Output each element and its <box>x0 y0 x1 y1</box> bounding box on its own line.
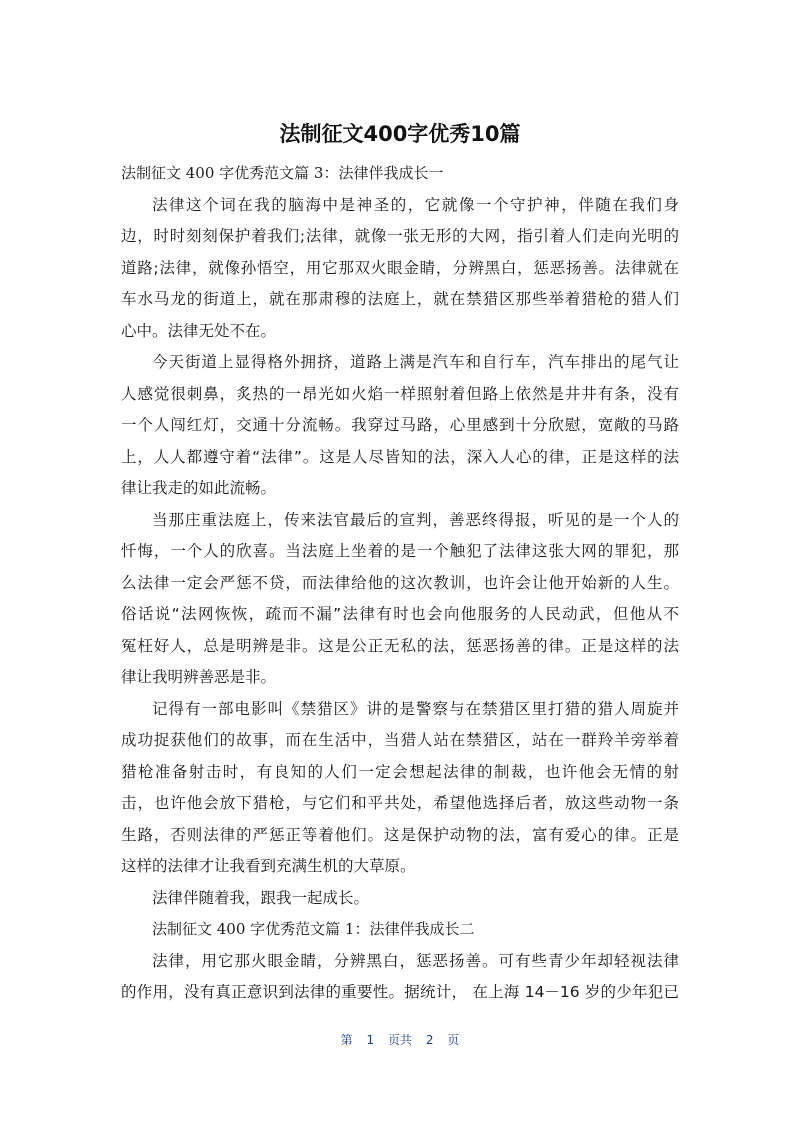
page-footer <box>0 1031 800 1048</box>
paragraph-line: 一个人闯红灯，交通十分流畅。我穿过马路，心里感到十分欣慰，宽敞的马路 <box>121 416 679 434</box>
paragraph-line: 律让我走的如此流畅。 <box>121 479 277 497</box>
paragraph-line: 成功捉获他们的故事，而在生活中，当猎人站在禁猎区，站在一群羚羊旁举着 <box>121 731 679 749</box>
paragraph-line: 上，人人都遵守着“法律”。这是人尽皆知的法，深入人心的律，正是这样的法 <box>121 447 679 466</box>
paragraph-line: 这样的法律才让我看到充满生机的大草原。 <box>121 857 416 875</box>
paragraph-line: 记得有一部电影叫《禁猎区》讲的是警察与在禁猎区里打猎的猎人周旋并 <box>152 699 679 718</box>
paragraph-line: 今天街道上显得格外拥挤，道路上满是汽车和自行车，汽车排出的尾气让 <box>152 353 679 371</box>
paragraph-line: 击，也许他会放下猎枪，与它们和平共处，希望他选择后者，放这些动物一条 <box>121 794 679 812</box>
section-heading: 法制征文 400 字优秀范文篇 1：法律伴我成长二 <box>152 920 475 938</box>
paragraph-line: 么法律一定会严惩不贷，而法律给他的这次教训，也许会让他开始新的人生。 <box>121 573 679 592</box>
document-body <box>121 158 679 1009</box>
paragraph-line: 的作用，没有真正意识到法律的重要性。据统计， 在上海 14－16 岁的少年犯已 <box>121 983 679 1001</box>
paragraph-line: 猎枪准备射击时，有良知的人们一定会想起法律的制裁，也许他会无情的射 <box>121 762 679 781</box>
paragraph-line: 法律，用它那火眼金睛，分辨黑白，惩恶扬善。可有些青少年却轻视法律 <box>152 951 679 970</box>
paragraph-line: 心中。法律无处不在。 <box>121 321 277 340</box>
paragraph-line: 忏悔，一个人的欣喜。当法庭上坐着的是一个触犯了法律这张大网的罪犯，那 <box>121 542 679 560</box>
paragraph-line: 律让我明辨善恶是非。 <box>121 668 277 686</box>
paragraph-line: 道路;法律，就像孙悟空，用它那双火眼金睛，分辨黑白，惩恶扬善。法律就在 <box>121 258 679 277</box>
paragraph-line: 车水马龙的街道上，就在那肃穆的法庭上，就在禁猎区那些举着猎枪的猎人们 <box>121 290 679 308</box>
document-title: 法制征文400字优秀10篇 <box>279 122 521 146</box>
paragraph-line: 当那庄重法庭上，传来法官最后的宣判，善恶终得报，听见的是一个人的 <box>152 510 679 529</box>
section-heading: 法制征文 400 字优秀范文篇 3：法律伴我成长一 <box>121 164 444 182</box>
paragraph-line: 俗话说“法网恢恢，疏而不漏”法律有时也会向他服务的人民动武，但他从不 <box>121 605 679 623</box>
paragraph-line: 法律这个词在我的脑海中是神圣的，它就像一个守护神，伴随在我们身 <box>152 195 679 214</box>
paragraph-line: 人感觉很刺鼻，炙热的一昂光如火焰一样照射着但路上依然是井井有条，没有 <box>121 384 679 403</box>
footer-end-label: 页 <box>447 1033 460 1047</box>
footer-current-page: 1 <box>366 1033 375 1047</box>
footer-of-label: 页共 <box>387 1033 412 1047</box>
paragraph-line: 边，时时刻刻保护着我们;法律，就像一张无形的大网，指引着人们走向光明的 <box>121 227 679 245</box>
footer-total-pages: 2 <box>425 1033 434 1047</box>
paragraph-line: 法律伴随着我，跟我一起成长。 <box>152 888 370 907</box>
footer-page-label: 第 <box>340 1033 353 1047</box>
paragraph-line: 生路，否则法律的严惩正等着他们。这是保护动物的法，富有爱心的律。正是 <box>121 825 679 844</box>
paragraph-line: 冤枉好人，总是明辨是非。这是公正无私的法，惩恶扬善的律。正是这样的法 <box>121 636 679 655</box>
